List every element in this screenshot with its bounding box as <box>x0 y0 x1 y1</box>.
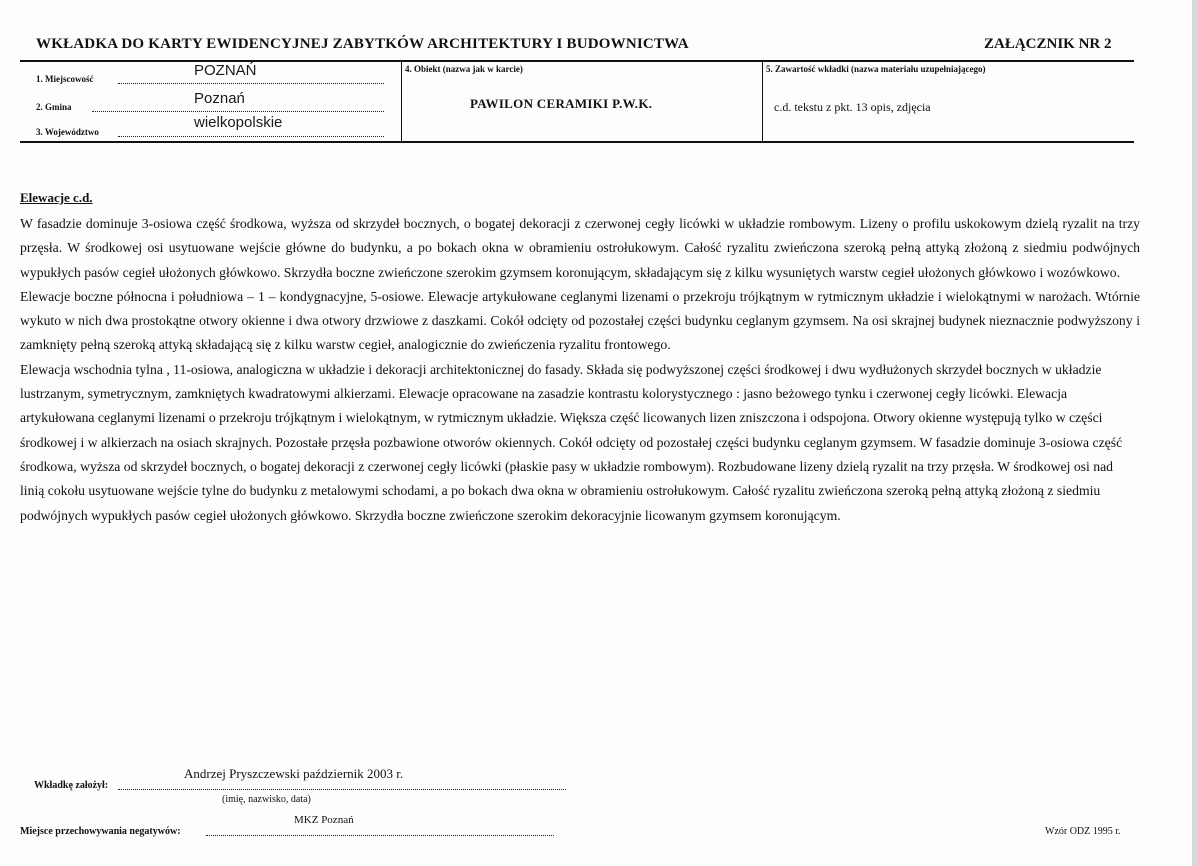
author-caption: (imię, nazwisko, data) <box>222 794 311 805</box>
author-value: Andrzej Pryszczewski październik 2003 r. <box>184 766 404 781</box>
commune-value: Poznań <box>194 90 245 107</box>
paragraph-facade: W fasadzie dominuje 3-osiowa część środkowa, wyższa od skrzydeł bocznych, o bogatej dekoracji z czerwonej cegły licówki w układzie rombowym. Lizeny o profilu uskokowym dzielą ryzalit na trzy przęsła. W środkowej osi usytuowane wejście główne do budynku, a po bokach okna w obramieniu ostrołukowym. Całość ryzalitu zwieńczona szeroką pełną attyką złożoną z siedmiu podwójnych wypukłych pasów cegieł ułożonych główkowo. Skrzydła boczne zwieńczone szerokim gzymsem koronującym, składającym się z kilku wysuniętych warstw cegieł ułożonych główkowo i wozówkowo. <box>20 216 1140 280</box>
paragraph-east-elevation: Elewacja wschodnia tylna , 11-osiowa, analogiczna w układzie i dekoracji architektonicznej do fasady. Składa się podwyższonej części środkowej i dwu wydłużonych skrzydeł bocznych w układzie lustrzanym, symetrycznym, zamkniętych kwadratowymi alkierzami. Elewacje opracowane na zasadzie kontrastu kolorystycznego : jasno beżowego tynku i czerwonej cegły licówki. Elewacja artykułowana ceglanymi lizenami o przekroju trójkątnym i wielokątnym, w rytmicznym układzie. Większa część licowanych lizen zniszczona i odspojona. Otwory okienne występują tylko w części środkowej i w alkierzach na osiach skrajnych. Pozostałe przęsła pozbawione otworów okiennych. Cokół odcięty od pozostałej części budynku ceglanym gzymsem. W fasadzie dominuje 3-osiowa część środkowa, wyższa od skrzydeł bocznych, o bogatej dekoracji z czerwonej cegły licówki (płaskie pasy w układzie rombowym). Rozbudowane lizeny dzielą ryzalit na trzy przęsła. W środkowej osi nad linią cokołu usytuowane wejście tylne do budynku z metalowymi schodami, a po bokach dwa okna w obramieniu ostrołukowym. Całość ryzalitu zwieńczona szeroką pełną attyką złożoną z siedmiu podwójnych wypukłych pasów cegieł ułożonych główkowo. Skrzydła boczne zwieńczone szerokim dekoracyjnie licowanym gzymsem koronującym. <box>20 361 1123 523</box>
annex-number: ZAŁĄCZNIK NR 2 <box>984 36 1112 52</box>
commune-line <box>92 111 384 112</box>
content-label: 5. Zawartość wkładki (nazwa materiału uzupełniającego) <box>766 64 986 74</box>
paragraph-side-elevations: Elewacje boczne północna i południowa – 1 – kondygnacyjne, 5-osiowe. Elewacje artykułowane ceglanymi lizenami o przekroju trójkątnym w rytmicznym układzie i wielokątnymi w narożach. Wtórnie wykuto w nich dwa prostokątne otwory okienne i dwa otwory drzwiowe z daszkami. Cokół odcięty od pozostałej części budynku ceglanym gzymsem. Na osi skrajnej budynek nieznacznie podwyższony i zamknięty pełną szeroką attyką składającą się z kilku warstw cegieł, analogicznie do zwieńczenia ryzalitu frontowego. <box>20 288 1140 353</box>
locality-value: POZNAŃ <box>194 62 257 79</box>
locality-line <box>118 83 384 84</box>
author-line <box>118 789 566 790</box>
content-value: c.d. tekstu z pkt. 13 opis, zdjęcia <box>774 100 931 114</box>
form-title: WKŁADKA DO KARTY EWIDENCYJNEJ ZABYTKÓW ARCHITEKTURY I BUDOWNICTWA <box>36 36 689 52</box>
province-value: wielkopolskie <box>194 114 283 131</box>
province-label: 3. Województwo <box>36 127 99 137</box>
negatives-label: Miejsce przechowywania negatywów: <box>20 826 181 837</box>
province-line <box>118 136 384 137</box>
locality-label: 1. Miejscowość <box>36 74 94 84</box>
column-divider <box>762 60 763 143</box>
section-title: Elewacje c.d. <box>20 190 93 205</box>
negatives-line <box>206 835 554 836</box>
object-label: 4. Obiekt (nazwa jak w karcie) <box>405 64 523 74</box>
column-divider <box>401 60 402 143</box>
negatives-value: MKZ Poznań <box>294 814 354 826</box>
author-label: Wkładkę założył: <box>34 780 109 791</box>
form-code: Wzór ODZ 1995 r. <box>1045 826 1121 837</box>
object-name: PAWILON CERAMIKI P.W.K. <box>470 96 653 111</box>
commune-label: 2. Gmina <box>36 102 72 112</box>
section-body <box>20 212 1140 528</box>
